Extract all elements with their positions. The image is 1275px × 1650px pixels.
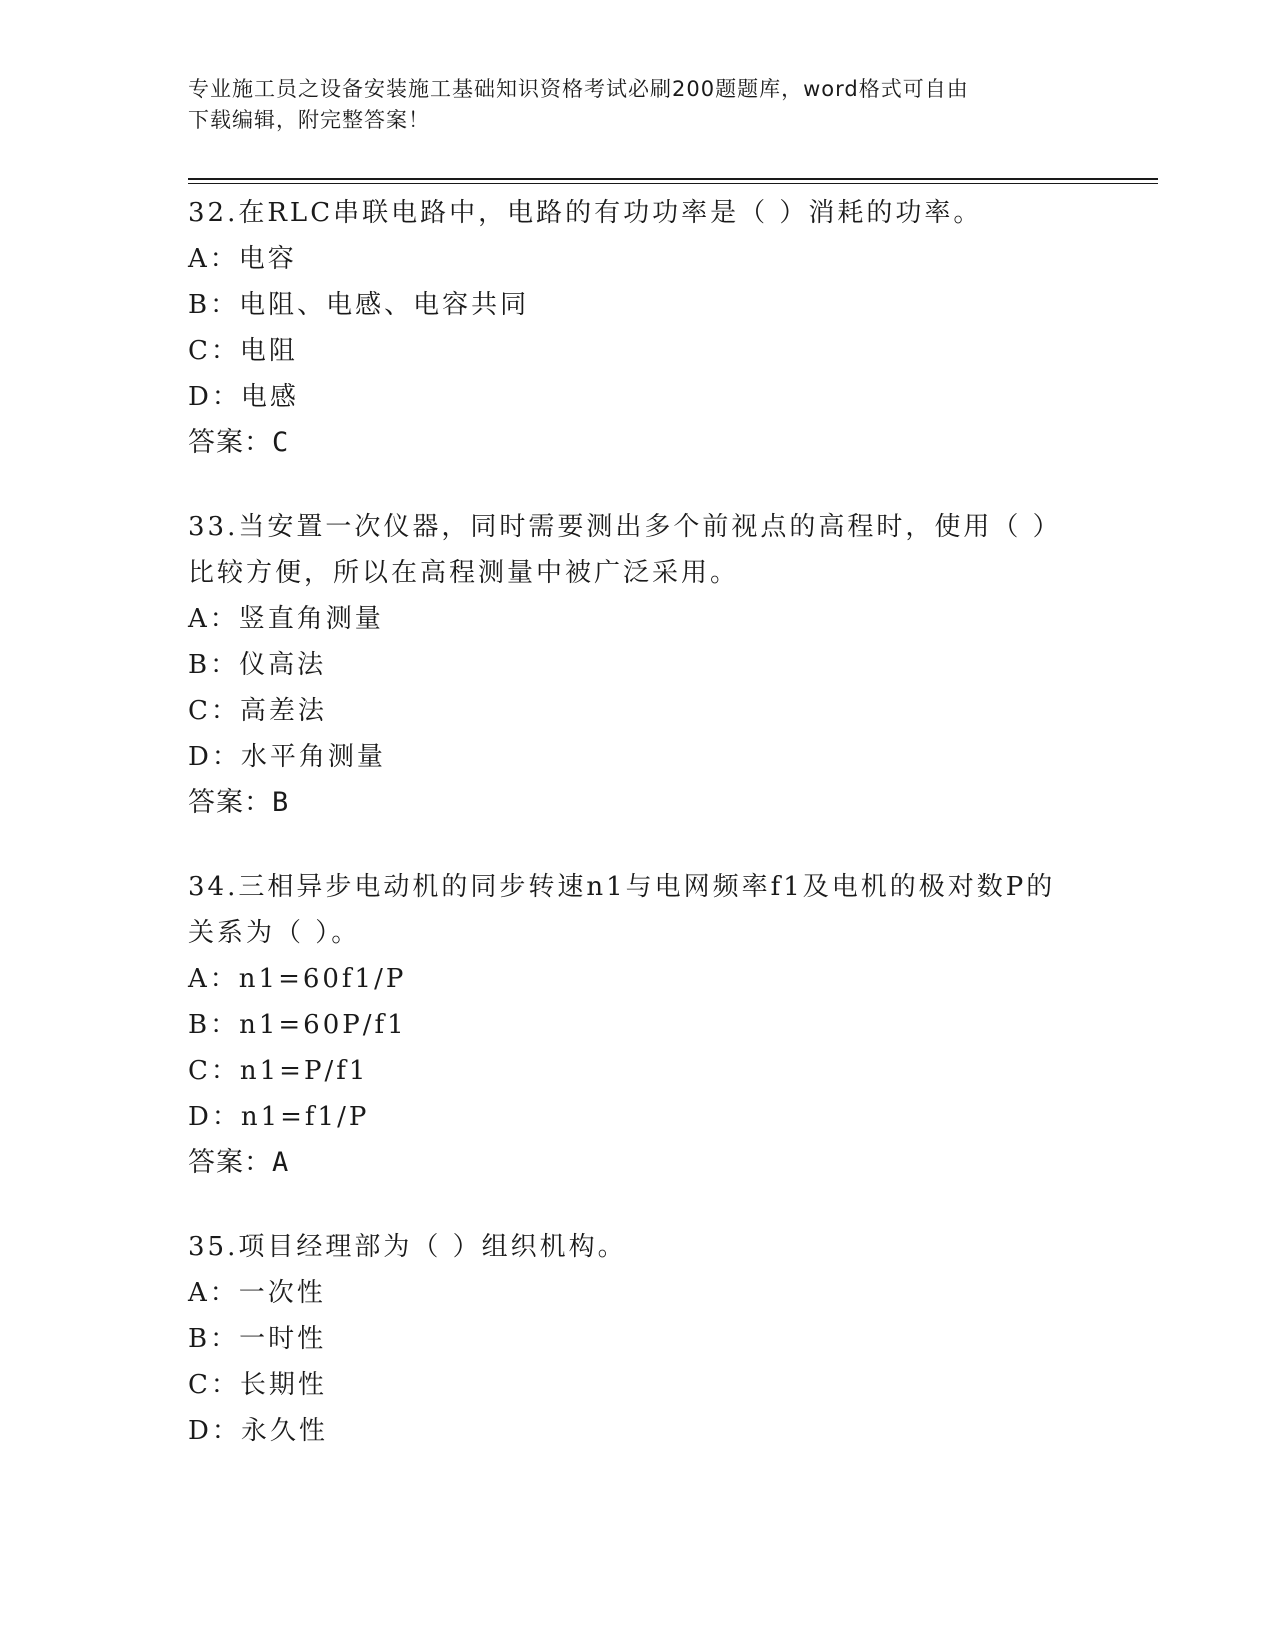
option-b: B：电阻、电感、电容共同 <box>188 290 530 320</box>
question-list <box>188 190 1088 1492</box>
header-divider-thick <box>188 178 1158 180</box>
answer-label: 答案： <box>188 427 272 458</box>
answer-value: B <box>272 787 290 818</box>
option-d: D：水平角测量 <box>188 742 386 772</box>
option-d: D：永久性 <box>188 1416 328 1446</box>
question-stem: 32.在RLC串联电路中，电路的有功功率是（ ）消耗的功率。 <box>188 198 983 228</box>
option-b: B：一时性 <box>188 1324 327 1354</box>
question-stem: 33.当安置一次仪器，同时需要测出多个前视点的高程时，使用（ ） <box>188 512 1062 542</box>
answer-value: A <box>272 1147 290 1178</box>
option-b: B：n1=60P/f1 <box>188 1010 407 1040</box>
question-32 <box>188 190 1088 466</box>
question-34 <box>188 864 1088 1186</box>
answer-label: 答案： <box>188 1147 272 1178</box>
option-a: A：电容 <box>188 244 297 274</box>
option-c: C：n1=P/f1 <box>188 1056 369 1086</box>
option-a: A：n1=60f1/P <box>188 964 407 994</box>
option-c: C：电阻 <box>188 336 298 366</box>
header-line-1: 专业施工员之设备安装施工基础知识资格考试必刷200题题库，word格式可自由 <box>188 77 969 101</box>
header-divider-thin <box>188 183 1158 184</box>
option-c: C：高差法 <box>188 696 327 726</box>
option-a: A：一次性 <box>188 1278 326 1308</box>
question-stem-continued: 关系为（ ）。 <box>188 918 361 948</box>
option-d: D：电感 <box>188 382 299 412</box>
answer-line <box>188 780 1088 826</box>
option-b: B：仪高法 <box>188 650 327 680</box>
answer-line <box>188 420 1088 466</box>
question-33 <box>188 504 1088 826</box>
option-d: D：n1=f1/P <box>188 1102 370 1132</box>
option-c: C：长期性 <box>188 1370 327 1400</box>
answer-label: 答案： <box>188 787 272 818</box>
answer-value: C <box>272 427 290 458</box>
header-line-2: 下载编辑，附完整答案！ <box>188 108 430 132</box>
question-stem: 34.三相异步电动机的同步转速n1与电网频率f1及电机的极对数P的 <box>188 872 1056 902</box>
question-stem: 35.项目经理部为（ ）组织机构。 <box>188 1232 627 1262</box>
answer-line <box>188 1140 1088 1186</box>
question-stem-continued: 比较方便，所以在高程测量中被广泛采用。 <box>188 558 740 588</box>
document-header <box>188 74 1068 136</box>
question-35 <box>188 1224 1088 1454</box>
option-a: A：竖直角测量 <box>188 604 384 634</box>
